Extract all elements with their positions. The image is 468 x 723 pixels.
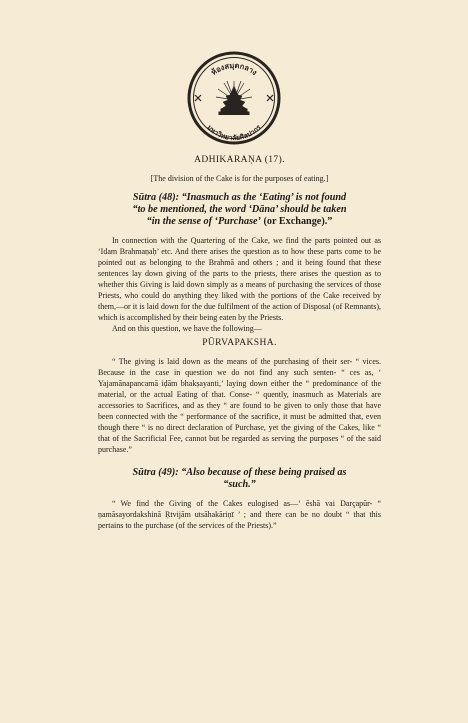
stamp-emblem-icon xyxy=(216,81,252,115)
sutra-49 xyxy=(98,467,381,491)
sutra-49-label: Sūtra (49): xyxy=(132,467,179,478)
paragraph-3: “ We find the Giving of the Cakes eulogised as—‘ ēshā vai Darçapūr- “ ṇamāsayordakshinā Ṛtvijām utsāhakāriṇī ’ ; and there can be no doubt “ that this pertains to the purchase (of the services of the Priests).” xyxy=(98,499,381,530)
sutra-49-line1: “Also because of these being praised as xyxy=(181,467,347,478)
section-heading: ADHIKARAṆA (17). xyxy=(194,155,285,165)
stamp-text-bottom: มหาวิทยาลัยศิลปากร xyxy=(205,123,263,143)
purvapaksha-quote: “ The giving is laid down as the means of the purchasing of their ser- “ vices. Because in the case in question we do not find any such senten- “ ces as, ‘ Yajamānapancamā iḍām bhakṣayanti,’ laying down either the “ predominance of the material, or the actual Eating of that. Conse- “ quently, inasmuch as Materials are accessories to Sacrifices, and as they “ are found to be given to only those that have been connected with the “ performance of the sacrifice, it must be admitted that, even though there “ is no direct declaration of Purchase, yet the giving of the Cakes, like “ that of the Sacrificial Fee, cannot but be regarded as serving the purposes “ of the said purchase.” xyxy=(98,357,381,454)
sutra-48-line3-plain: (or Exchange).” xyxy=(263,216,333,227)
section-subheading: [The division of the Cake is for the purposes of eating.] xyxy=(150,174,329,183)
sutra-48-line1: “Inasmuch as the ‘Eating’ is not found xyxy=(181,192,347,203)
stamp-cross-icon-left xyxy=(195,95,201,101)
sutra-49-line2: “such.” xyxy=(223,479,256,490)
sutra-48-line3: “in the sense of ‘Purchase’ xyxy=(146,216,261,227)
paragraph-1: In connection with the Quartering of the Cake, we find the parts pointed out as ‘Idam Brahmaṇaḥ’ etc. And there arises the question as to how these parts come to be pointed out as belonging to the Brahmā and others ; and it being found that these sentences lay down giving of the parts to the priests, there arises the question as to whether this Giving is laid down simply as a means of purchasing the services of those Priests, who could do anything they liked with the portions of the Cake received by them,—or it is laid down for the due fulfilment of the action of Disposal (of Remnants), which is accomplished by their being eaten by the Priests. xyxy=(98,236,381,322)
sutra-48-label: Sūtra (48): xyxy=(132,192,180,203)
sutra-48-line2: “to be mentioned, the word ‘Dāna’ should be taken xyxy=(132,204,347,215)
stamp-cross-icon-right xyxy=(267,95,273,101)
page-text xyxy=(98,155,381,531)
stamp-text-top: ห้องสมุดกลาง xyxy=(209,60,259,78)
paragraph-2: And on this question, we have the following— xyxy=(112,324,262,333)
sutra-48 xyxy=(98,192,381,228)
library-stamp-seal xyxy=(186,50,282,146)
purvapaksha-heading: PŪRVAPAKSHA. xyxy=(202,338,277,348)
